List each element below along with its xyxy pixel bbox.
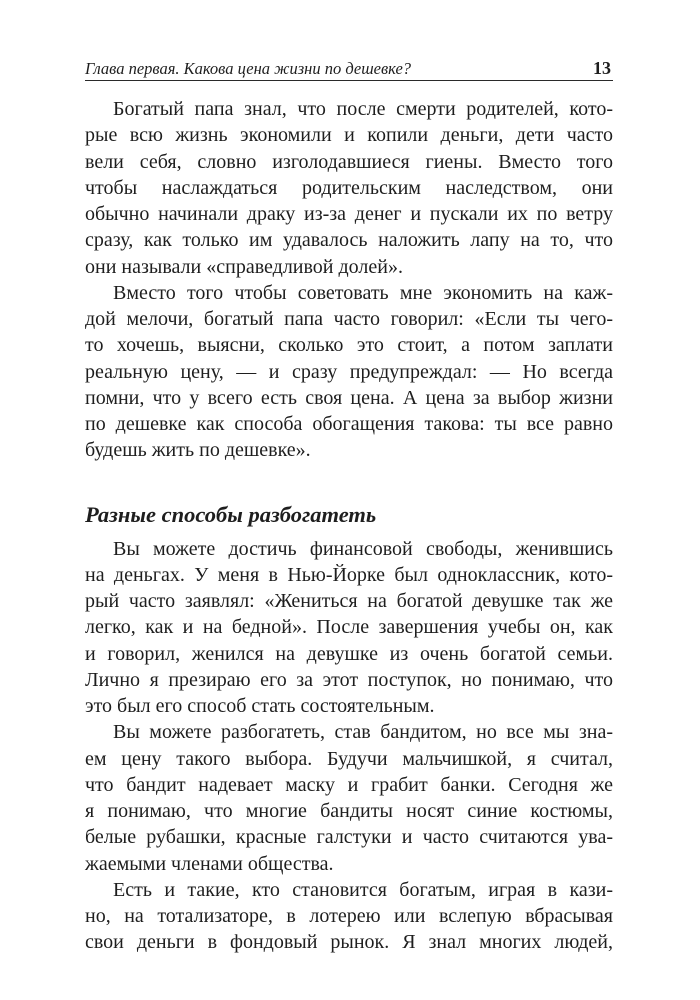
text-line: дой мелочи, богатый папа часто говорил: «Если ты чего- — [85, 308, 613, 330]
text-line: ем цену такого выбора. Будучи мальчишкой, я считал, — [85, 747, 613, 770]
text-line: Вы можете разбогатеть, став бандитом, но все мы зна- — [113, 721, 613, 744]
paragraph — [85, 280, 613, 464]
text-line: рые всю жизнь экономили и копили деньги, дети часто — [85, 124, 613, 147]
text-line: реальную цену, — и сразу предупреждал: — Но всегда — [85, 360, 613, 383]
text-line: то хочешь, выясни, сколько это стоит, а потом заплати — [85, 334, 613, 357]
section-heading: Разные способы разбогатеть — [85, 501, 377, 527]
text-line: на деньгах. У меня в Нью-Йорке был одноклассник, кото- — [85, 563, 613, 586]
page-number: 13 — [593, 58, 611, 78]
text-line: это был его способ стать состоятельным. — [85, 695, 435, 717]
text-line: они называли «справедливой долей». — [85, 255, 403, 278]
text-line: Вы можете достичь финансовой свободы, женившись — [113, 537, 613, 560]
text-line: жаемыми членами общества. — [85, 852, 334, 875]
text-line: обычно начинали драку из-за денег и пускали их по ветру — [85, 203, 613, 225]
text-line: легко, как и на бедной». После завершения учебы он, как — [85, 616, 613, 639]
text-line: чтобы наслаждаться родительским наследством, они — [85, 176, 613, 199]
text-line: Богатый папа знал, что после смерти родителей, кото- — [113, 98, 613, 120]
paragraph — [85, 877, 613, 956]
text-line: Лично я презираю его за этот поступок, но понимаю, что — [85, 668, 613, 691]
text-line: что бандит надевает маску и грабит банки. Сегодня же — [85, 773, 613, 796]
text-line: рый часто заявлял: «Жениться на богатой девушке так же — [85, 590, 613, 612]
paragraph — [85, 719, 613, 877]
text-line: и говорил, женился на девушке из очень богатой семьи. — [85, 642, 613, 665]
book-page — [85, 58, 613, 958]
text-line: я понимаю, что многие бандиты носят синие костюмы, — [85, 800, 613, 822]
paragraph — [85, 536, 613, 720]
text-line: но, на тотализаторе, в лотерею или вслепую вбрасывая — [85, 905, 613, 927]
body-text — [85, 96, 613, 956]
text-line: будешь жить по дешевке». — [85, 439, 311, 462]
text-line: белые рубашки, красные галстуки и часто считаются ува- — [85, 826, 613, 849]
paragraph — [85, 96, 613, 280]
text-line: по дешевке как способа обогащения такова: ты все равно — [85, 413, 613, 435]
text-line: Есть и такие, кто становится богатым, играя в кази- — [113, 878, 613, 901]
running-title: Глава первая. Какова цена жизни по дешевке? — [85, 59, 412, 78]
text-line: Вместо того чтобы советовать мне экономить на каж- — [113, 281, 613, 304]
text-line: помни, что у всего есть своя цена. А цена за выбор жизни — [85, 386, 613, 409]
text-line: свои деньги в фондовый рынок. Я знал многих людей, — [85, 931, 613, 954]
text-line: вели себя, словно изголодавшиеся гиены. Вместо того — [85, 150, 613, 173]
text-line: сразу, как только им удавалось наложить лапу на то, что — [85, 229, 613, 252]
running-header — [85, 58, 613, 81]
